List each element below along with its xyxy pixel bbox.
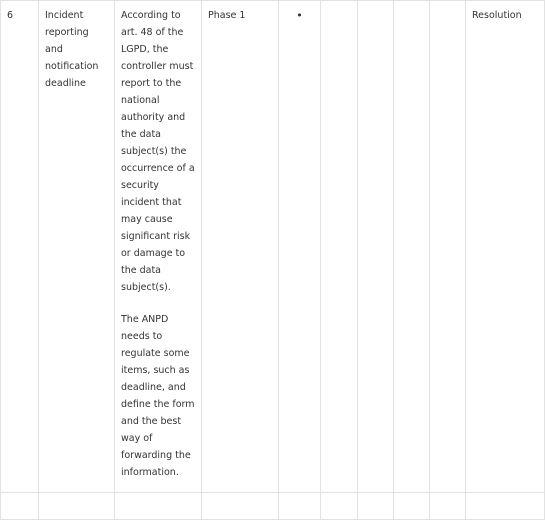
empty-cell	[39, 493, 115, 520]
description-cell	[115, 1, 202, 493]
timeline-mark-cell	[279, 1, 321, 493]
empty-cell	[115, 493, 202, 520]
empty-cell	[321, 1, 358, 493]
topic-cell	[39, 1, 115, 493]
phase-cell	[202, 1, 279, 493]
empty-cell	[358, 1, 394, 493]
regulation-type-text: Resolution	[472, 10, 522, 21]
empty-cell	[394, 493, 430, 520]
phase-text: Phase 1	[208, 10, 246, 21]
empty-cell	[358, 493, 394, 520]
empty-cell	[321, 493, 358, 520]
empty-cell	[202, 493, 279, 520]
empty-cell	[1, 493, 39, 520]
item-number: 6	[7, 10, 14, 21]
regulation-type-cell	[466, 1, 545, 493]
empty-cell	[430, 1, 466, 493]
bullet-marker: •	[296, 9, 303, 22]
table-row	[1, 493, 545, 520]
topic-text: Incident reporting and notification deadline	[45, 10, 99, 89]
description-paragraph: The ANPD needs to regulate some items, such as deadline, and define the form and the best way of forwarding the information.	[121, 314, 195, 478]
empty-cell	[394, 1, 430, 493]
table-row	[1, 1, 545, 493]
empty-cell	[466, 493, 545, 520]
empty-cell	[430, 493, 466, 520]
item-number-cell	[1, 1, 39, 493]
empty-cell	[279, 493, 321, 520]
description-paragraph: According to art. 48 of the LGPD, the controller must report to the national authority and the data subject(s) the occurrence of a security incident that may cause significant risk or damage to the data subject(s).	[121, 10, 195, 293]
